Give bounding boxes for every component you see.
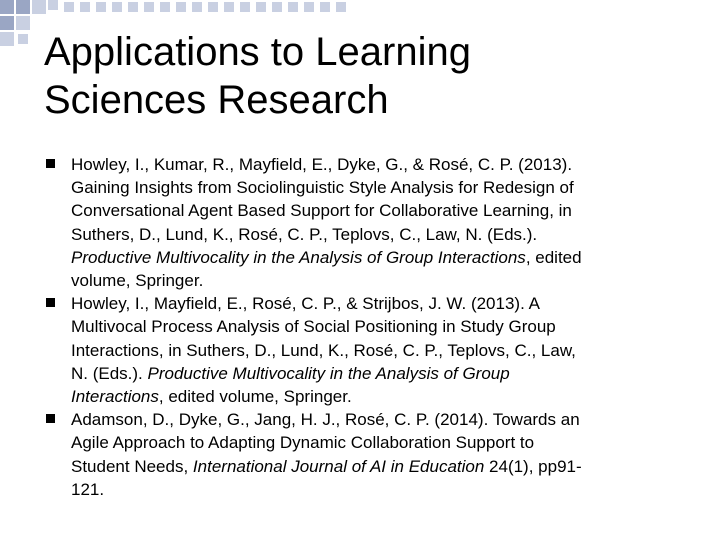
citation-text: Agile Approach to Adapting Dynamic Collaboration Support to (71, 433, 535, 453)
decorative-square (32, 0, 46, 14)
reference-line (71, 478, 686, 501)
italic-title-text: Interactions (71, 387, 159, 407)
citation-text: , edited volume, Springer. (158, 387, 352, 407)
decorative-square (128, 2, 138, 12)
reference-line (71, 246, 686, 269)
italic-title-text: Productive Multivocality in the Analysis of Group (147, 363, 510, 383)
decorative-square (16, 16, 30, 30)
decorative-square (48, 0, 58, 10)
citation-text: Gaining Insights from Sociolinguistic Style Analysis for Redesign of (71, 178, 574, 198)
reference-item (46, 408, 686, 501)
reference-line (71, 153, 686, 176)
decorative-square (192, 2, 202, 12)
decorative-square (112, 2, 122, 12)
reference-text (71, 292, 686, 408)
reference-list (46, 153, 686, 501)
decorative-square (272, 2, 282, 12)
reference-line (71, 431, 686, 454)
reference-line (71, 269, 686, 292)
slide-title (44, 28, 684, 124)
decorative-square (304, 2, 314, 12)
decorative-square (336, 2, 346, 12)
decorative-square (288, 2, 298, 12)
citation-text: N. (Eds.). (71, 363, 148, 383)
decorative-square (18, 34, 28, 44)
citation-text: Suthers, D., Lund, K., Rosé, C. P., Teplovs, C., Law, N. (Eds.). (71, 224, 538, 244)
decorative-square (240, 2, 250, 12)
title-line-2: Sciences Research (44, 78, 389, 122)
reference-item (46, 292, 686, 408)
citation-text: 24(1), pp91- (484, 456, 582, 476)
square-bullet-icon (46, 298, 55, 307)
square-bullet-icon (46, 414, 55, 423)
decorative-square (176, 2, 186, 12)
decorative-square (320, 2, 330, 12)
citation-text: Adamson, D., Dyke, G., Jang, H. J., Rosé, C. P. (2014). Towards an (71, 410, 580, 430)
citation-text: volume, Springer. (71, 271, 204, 291)
decorative-square (0, 32, 14, 46)
reference-line (71, 315, 686, 338)
citation-text: , edited (525, 247, 582, 267)
title-line-1: Applications to Learning (44, 30, 471, 74)
citation-text: Student Needs, (71, 456, 193, 476)
citation-text: Interactions, in Suthers, D., Lund, K., Rosé, C. P., Teplovs, C., Law, (71, 340, 576, 360)
decorative-square (224, 2, 234, 12)
citation-text: 121. (71, 479, 105, 499)
decorative-square (0, 16, 14, 30)
reference-line (71, 408, 686, 431)
decorative-square (208, 2, 218, 12)
reference-line (71, 362, 686, 385)
decorative-square (0, 0, 14, 14)
decorative-square (256, 2, 266, 12)
reference-line (71, 199, 686, 222)
decorative-square (144, 2, 154, 12)
decorative-square (96, 2, 106, 12)
reference-line (71, 223, 686, 246)
reference-line (71, 176, 686, 199)
citation-text: Conversational Agent Based Support for Collaborative Learning, in (71, 201, 572, 221)
reference-line (71, 455, 686, 478)
reference-line (71, 339, 686, 362)
decorative-square (160, 2, 170, 12)
square-bullet-icon (46, 159, 55, 168)
citation-text: Multivocal Process Analysis of Social Positioning in Study Group (71, 317, 556, 337)
decorative-square (16, 0, 30, 14)
reference-line (71, 292, 686, 315)
reference-item (46, 153, 686, 292)
italic-title-text: Productive Multivocality in the Analysis of Group Interactions (71, 247, 526, 267)
decorative-square (80, 2, 90, 12)
decorative-square (64, 2, 74, 12)
reference-text (71, 408, 686, 501)
citation-text: Howley, I., Mayfield, E., Rosé, C. P., & Strijbos, J. W. (2013). A (71, 294, 540, 314)
italic-title-text: International Journal of AI in Education (192, 456, 485, 476)
citation-text: Howley, I., Kumar, R., Mayfield, E., Dyke, G., & Rosé, C. P. (2013). (71, 155, 573, 174)
reference-text (71, 153, 686, 292)
reference-line (71, 385, 686, 408)
